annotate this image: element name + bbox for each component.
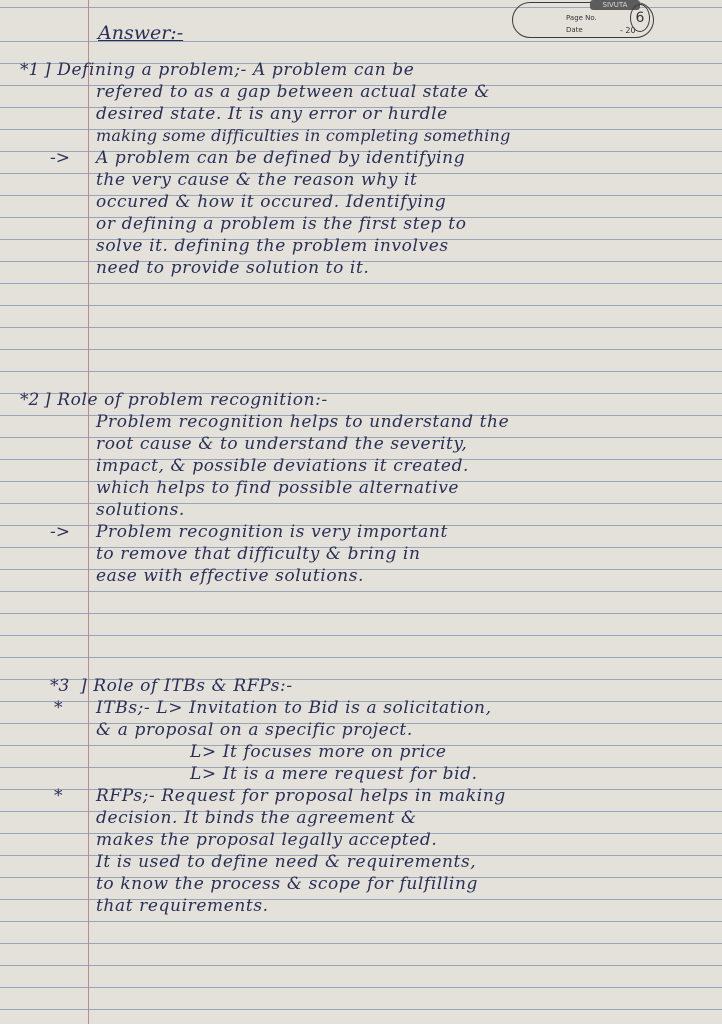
answer-heading: Answer:-: [98, 22, 184, 44]
arrow-marker-2: ->: [50, 522, 70, 542]
text-line: L> It is a mere request for bid.: [190, 764, 478, 784]
text-line: making some difficulties in completing something: [96, 126, 511, 145]
text-line: makes the proposal legally accepted.: [96, 830, 438, 850]
text-line: to know the process & scope for fulfilling: [96, 874, 479, 894]
text-line: root cause & to understand the severity,: [96, 434, 468, 454]
marker-3: *3: [50, 676, 70, 696]
star-rfps: *: [54, 786, 63, 806]
text-line: solutions.: [96, 500, 185, 520]
date-value: - 20: [620, 26, 636, 35]
text-line: impact, & possible deviations it created.: [96, 456, 470, 476]
text-line: ] Role of problem recognition:-: [44, 390, 328, 410]
page-no-label: Page No.: [566, 14, 597, 22]
marker-2: *2: [20, 390, 40, 410]
text-line: RFPs;- Request for proposal helps in making: [96, 786, 506, 806]
text-line: L> It focuses more on price: [190, 742, 447, 762]
text-line: A problem can be defined by identifying: [96, 148, 466, 168]
text-line: occured & how it occured. Identifying: [96, 192, 447, 212]
text-line: ITBs;- L> Invitation to Bid is a solicitation,: [96, 698, 492, 718]
margin-line: [88, 0, 89, 1024]
text-line: solve it. defining the problem involves: [96, 236, 449, 256]
arrow-marker-1: ->: [50, 148, 70, 168]
text-line: ease with effective solutions.: [96, 566, 365, 586]
text-line: It is used to define need & requirements,: [96, 852, 477, 872]
page-number: 6: [630, 4, 650, 32]
text-line: the very cause & the reason why it: [96, 170, 418, 190]
text-line: Problem recognition is very important: [96, 522, 448, 542]
text-line: refered to as a gap between actual state &: [96, 82, 491, 102]
star-itbs: *: [54, 698, 63, 718]
text-line: to remove that difficulty & bring in: [96, 544, 421, 564]
text-line: ] Defining a problem;- A problem can be: [44, 60, 415, 80]
text-line: or defining a problem is the first step to: [96, 214, 467, 234]
text-line: Problem recognition helps to understand the: [96, 412, 510, 432]
text-line: that requirements.: [96, 896, 269, 916]
text-line: desired state. It is any error or hurdle: [96, 104, 448, 124]
text-line: ] Role of ITBs & RFPs:-: [80, 676, 293, 696]
text-line: & a proposal on a specific project.: [96, 720, 413, 740]
text-line: decision. It binds the agreement &: [96, 808, 417, 828]
brand-label: SIVUTA: [590, 0, 640, 10]
text-line: need to provide solution to it.: [96, 258, 370, 278]
marker-1: *1: [20, 60, 40, 80]
date-label: Date: [566, 26, 583, 34]
text-line: which helps to find possible alternative: [96, 478, 460, 498]
